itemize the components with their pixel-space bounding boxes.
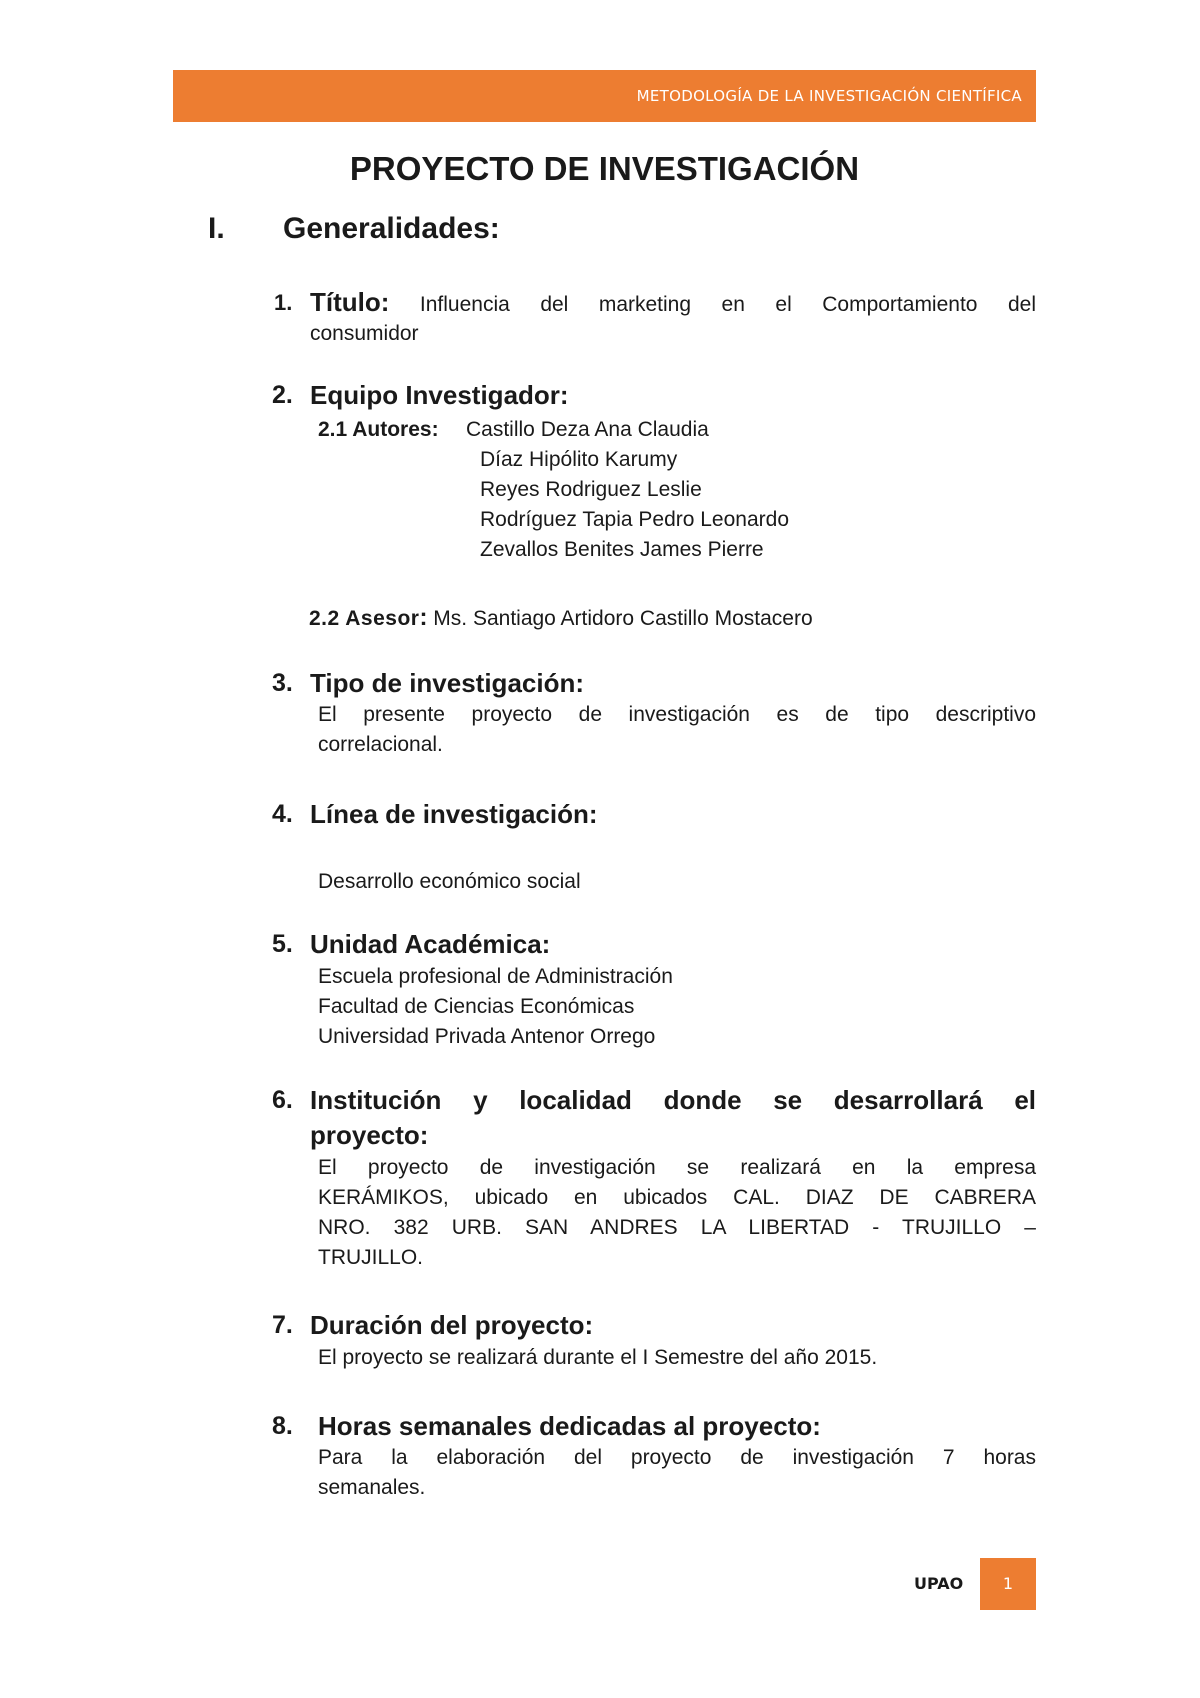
header-title: METODOLOGÍA DE LA INVESTIGACIÓN CIENTÍFICA [636, 87, 1022, 105]
item-number-unidad: 5. [272, 930, 293, 958]
section-heading: Generalidades: [283, 212, 500, 245]
horas-line-1: Para la elaboración del proyecto de investigación 7 horas [318, 1446, 1036, 1469]
institucion-line-1: El proyecto de investigación se realizará en la empresa [318, 1156, 1036, 1179]
asesor-colon: : [419, 604, 428, 631]
equipo-heading: Equipo Investigador: [310, 380, 569, 410]
item-number-duracion: 7. [272, 1311, 293, 1339]
footer-brand: UPAO [914, 1574, 964, 1593]
institucion-line-3: NRO. 382 URB. SAN ANDRES LA LIBERTAD - TRUJILLO – [318, 1216, 1036, 1239]
item-number-tipo: 3. [272, 669, 293, 697]
titulo-text: Influencia del marketing en el Comportamiento del [419, 293, 1036, 316]
duracion-heading: Duración del proyecto: [310, 1310, 594, 1340]
tipo-line-2: correlacional. [318, 733, 443, 756]
titulo-line-2: consumidor [310, 322, 419, 345]
unidad-line-3: Universidad Privada Antenor Orrego [318, 1025, 656, 1048]
asesor-label: 2.2 Asesor [309, 607, 420, 630]
tipo-heading: Tipo de investigación: [310, 668, 585, 698]
unidad-line-2: Facultad de Ciencias Económicas [318, 995, 635, 1018]
autores-label [318, 418, 439, 442]
institucion-line-4: TRUJILLO. [318, 1246, 424, 1269]
section-numeral: I. [208, 212, 225, 245]
autores-label-text: 2.1 Autores: [318, 418, 439, 441]
duracion-text: El proyecto se realizará durante el I Semestre del año 2015. [318, 1346, 878, 1369]
institucion-heading-line-2: proyecto: [310, 1120, 429, 1150]
autor-2: Díaz Hipólito Karumy [480, 448, 678, 471]
autor-1: Castillo Deza Ana Claudia [466, 418, 709, 441]
autor-5: Zevallos Benites James Pierre [480, 538, 764, 561]
item-number-titulo: 1. [274, 290, 293, 315]
page-number: 1 [980, 1558, 1036, 1610]
linea-heading: Línea de investigación: [310, 799, 598, 829]
document-title: PROYECTO DE INVESTIGACIÓN [349, 150, 860, 187]
unidad-heading: Unidad Académica: [310, 929, 551, 959]
unidad-line-1: Escuela profesional de Administración [318, 965, 673, 988]
item-number-institucion: 6. [272, 1086, 293, 1114]
item-number-horas: 8. [272, 1412, 293, 1440]
header-band [173, 70, 1036, 122]
item-number-equipo: 2. [272, 381, 293, 409]
tipo-line-1: El presente proyecto de investigación es de tipo descriptivo [318, 703, 1036, 726]
asesor-name: Ms. Santiago Artidoro Castillo Mostacero [433, 607, 813, 630]
horas-line-2: semanales. [318, 1476, 426, 1499]
item-number-linea: 4. [272, 800, 293, 828]
autor-3: Reyes Rodriguez Leslie [480, 478, 702, 501]
horas-heading: Horas semanales dedicadas al proyecto: [318, 1411, 821, 1441]
autor-4: Rodríguez Tapia Pedro Leonardo [480, 508, 790, 531]
institucion-line-2: KERÁMIKOS, ubicado en ubicados CAL. DIAZ DE CABRERA [318, 1186, 1036, 1209]
institucion-heading-line-1: Institución y localidad donde se desarrollará el [310, 1085, 1036, 1115]
asesor-line [309, 604, 813, 632]
linea-text: Desarrollo económico social [318, 870, 581, 893]
titulo-label: Título: [310, 287, 390, 317]
titulo-line-1 [310, 287, 1036, 318]
